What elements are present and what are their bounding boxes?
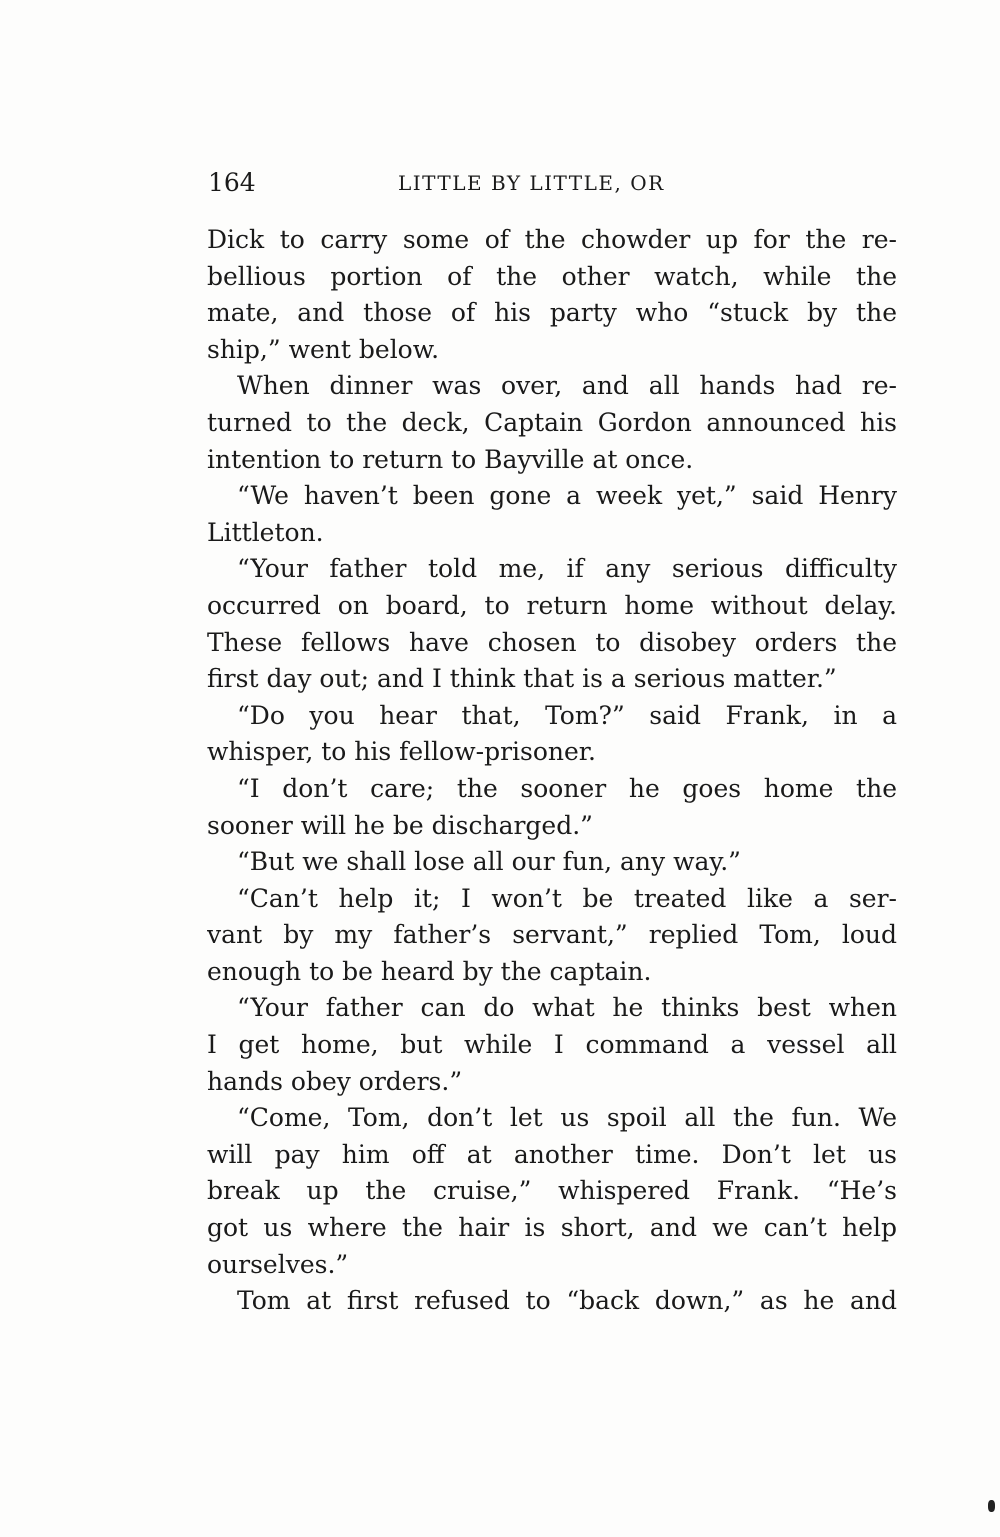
text-line: sooner will he be discharged.” [207, 810, 593, 840]
text-line: mate, and those of his party who “stuck by the [207, 298, 897, 328]
text-line: break up the cruise,” whispered Frank. “He’s [207, 1176, 897, 1206]
text-line: “I don’t care; the sooner he goes home the [237, 773, 897, 803]
page-number: 164 [208, 168, 256, 197]
text-line: “We haven’t been gone a week yet,” said Henry [237, 481, 897, 511]
text-line: will pay him off at another time. Don’t let us [207, 1139, 897, 1169]
body-text [207, 222, 897, 1320]
text-line: first day out; and I think that is a serious matter.” [207, 664, 837, 694]
text-line: vant by my father’s servant,” replied Tom, loud [207, 920, 897, 950]
text-line: These fellows have chosen to disobey orders the [207, 627, 897, 657]
text-line: “But we shall lose all our fun, any way.” [237, 847, 741, 877]
text-line: ship,” went below. [207, 334, 440, 364]
text-line: ourselves.” [207, 1249, 349, 1279]
text-line: intention to return to Bayville at once. [207, 444, 694, 474]
running-title: LITTLE BY LITTLE, OR [398, 171, 665, 195]
text-line: whisper, to his fellow-prisoner. [207, 737, 596, 767]
running-head [208, 166, 898, 200]
text-line: turned to the deck, Captain Gordon announced his [207, 407, 897, 437]
text-line: hands obey orders.” [207, 1066, 463, 1096]
text-line: “Can’t help it; I won’t be treated like a ser- [237, 883, 897, 913]
text-line: enough to be heard by the captain. [207, 956, 652, 986]
text-line: bellious portion of the other watch, while the [207, 261, 897, 291]
text-line: “Come, Tom, don’t let us spoil all the fun. We [237, 1103, 897, 1133]
text-line: “Your father told me, if any serious difficulty [237, 554, 897, 584]
text-line: Littleton. [207, 517, 324, 547]
text-line: I get home, but while I command a vessel all [207, 1030, 897, 1060]
text-line: When dinner was over, and all hands had re- [237, 371, 897, 401]
text-line: got us where the hair is short, and we can’t help [207, 1213, 897, 1243]
text-line: Tom at first refused to “back down,” as he and [237, 1286, 897, 1316]
text-line: occurred on board, to return home without delay. [207, 590, 897, 620]
text-line: “Your father can do what he thinks best when [237, 993, 897, 1023]
text-line: Dick to carry some of the chowder up for the re- [207, 225, 897, 254]
text-line: “Do you hear that, Tom?” said Frank, in a [237, 700, 897, 730]
page-speck [988, 1500, 995, 1512]
